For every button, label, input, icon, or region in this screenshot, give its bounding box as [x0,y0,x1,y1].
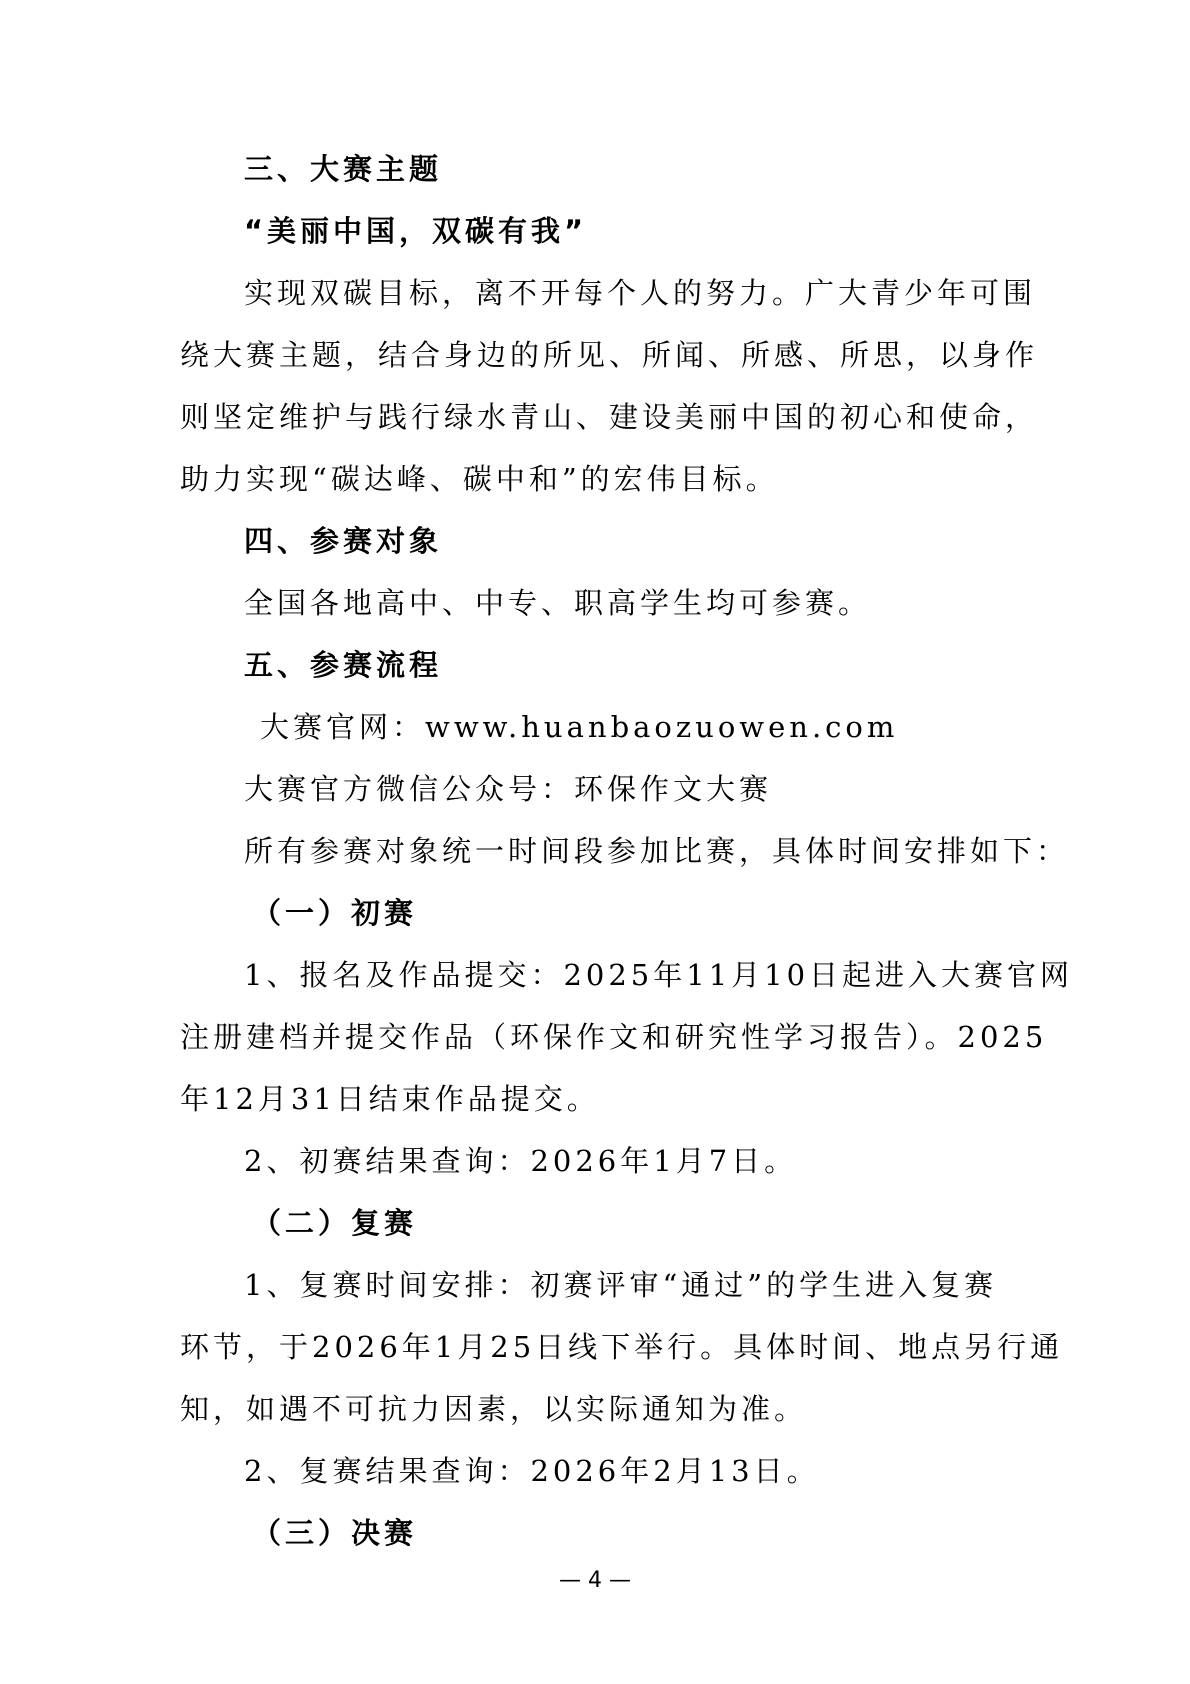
semi-heading: （二）复赛 [252,1206,418,1240]
prelim-item-line: 1、报名及作品提交：2025年11月10日起进入大赛官网 [244,958,1074,992]
prelim-heading: （一）初赛 [252,896,418,930]
website-line: 大赛官网：www.huanbaozuowen.com [260,710,899,744]
theme-paragraph-line: 绕大赛主题，结合身边的所见、所闻、所感、所思，以身作 [180,338,1039,372]
prelim-item-line: 年12月31日结束作品提交。 [180,1082,600,1116]
page-number: — 4 — [559,1568,631,1593]
final-heading: （三）决赛 [252,1516,418,1550]
semi-item-line: 1、复赛时间安排：初赛评审“通过”的学生进入复赛 [244,1268,998,1302]
wechat-line: 大赛官方微信公众号：环保作文大赛 [244,772,773,806]
prelim-result-line: 2、初赛结果查询：2026年1月7日。 [244,1144,798,1178]
prelim-item-line: 注册建档并提交作品（环保作文和研究性学习报告）。2025 [180,1020,1048,1054]
semi-result-line: 2、复赛结果查询：2026年2月13日。 [244,1454,820,1488]
semi-item-line: 环节，于2026年1月25日线下举行。具体时间、地点另行通 [180,1330,1064,1364]
section-heading-theme: 三、大赛主题 [244,152,443,186]
participants-text: 全国各地高中、中专、职高学生均可参赛。 [244,586,872,620]
theme-paragraph-line: 实现双碳目标，离不开每个人的努力。广大青少年可围 [244,276,1037,310]
theme-paragraph-line: 助力实现“碳达峰、碳中和”的宏伟目标。 [180,462,779,496]
page-content [180,138,1074,1564]
section-heading-participants: 四、参赛对象 [244,524,443,558]
theme-paragraph-line: 则坚定维护与践行绿水青山、建设美丽中国的初心和使命， [180,400,1039,434]
theme-quote: “美丽中国，双碳有我” [244,214,588,248]
section-heading-process: 五、参赛流程 [244,648,443,682]
schedule-intro: 所有参赛对象统一时间段参加比赛，具体时间安排如下： [244,834,1070,868]
semi-item-line: 知，如遇不可抗力因素，以实际通知为准。 [180,1392,808,1426]
